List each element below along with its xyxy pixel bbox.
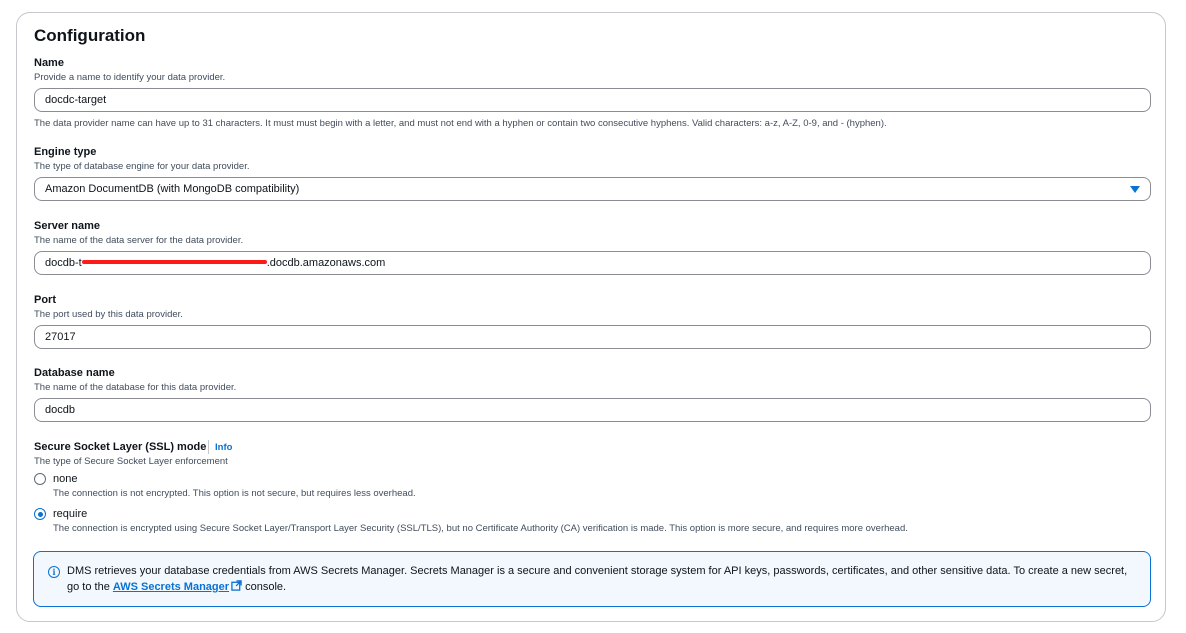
secrets-manager-info-alert <box>33 551 1151 607</box>
alert-text <box>67 563 1137 595</box>
configuration-panel <box>16 12 1166 622</box>
ssl-require-description: The connection is encrypted using Secure Socket Layer/Transport Layer Security (SSL/TLS), but no Certificate Authority (CA) verification is made. This option is more secure, and requires more overhead. <box>53 523 908 534</box>
alert-text-after: console. <box>242 581 287 593</box>
engine-type-select[interactable] <box>34 177 1151 201</box>
ssl-none-description: The connection is not encrypted. This option is not secure, but requires less overhead. <box>53 488 416 499</box>
engine-type-label: Engine type <box>34 146 97 158</box>
server-name-input[interactable] <box>34 251 1151 275</box>
database-name-description: The name of the database for this data provider. <box>34 382 237 393</box>
server-name-description: The name of the data server for the data provider. <box>34 235 244 246</box>
name-label: Name <box>34 57 64 69</box>
info-icon: i <box>48 566 60 578</box>
ssl-mode-label: Secure Socket Layer (SSL) mode <box>34 441 207 453</box>
server-name-label: Server name <box>34 220 101 232</box>
database-name-input[interactable] <box>34 398 1151 422</box>
port-label: Port <box>34 294 56 306</box>
ssl-mode-description: The type of Secure Socket Layer enforcement <box>34 456 228 467</box>
ssl-info-link[interactable]: Info <box>215 442 233 453</box>
ssl-require-label[interactable]: require <box>53 508 88 520</box>
redaction-mark <box>82 260 267 264</box>
caret-down-icon <box>1130 186 1140 193</box>
server-name-value-prefix: docdb-t <box>45 257 82 269</box>
external-link-icon[interactable] <box>231 580 242 591</box>
name-description: Provide a name to identify your data provider. <box>34 72 226 83</box>
name-input[interactable] <box>34 88 1151 112</box>
alert-text-before: DMS retrieves your database credentials from AWS Secrets Manager. Secrets Manager is a secure and convenient storage system for API keys, passwords, certificates, and other sensitive data. To create a new secret, go to the <box>67 565 1128 593</box>
name-input-value: docdc-target <box>45 94 107 106</box>
ssl-require-radio[interactable] <box>34 508 46 520</box>
aws-secrets-manager-link[interactable]: AWS Secrets Manager <box>112 581 230 593</box>
server-name-value-suffix: .docdb.amazonaws.com <box>266 257 386 269</box>
port-input[interactable] <box>34 325 1151 349</box>
engine-type-selected-value: Amazon DocumentDB (with MongoDB compatibility) <box>45 183 300 195</box>
ssl-none-label[interactable]: none <box>53 473 78 485</box>
database-name-label: Database name <box>34 367 115 379</box>
port-input-value: 27017 <box>45 331 76 343</box>
section-title: Configuration <box>34 26 146 45</box>
ssl-none-radio[interactable] <box>34 473 46 485</box>
name-constraint-text: The data provider name can have up to 31 characters. It must must begin with a letter, and must not end with a hyphen or contain two consecutive hyphens. Valid characters: a-z, A-Z, 0-9, and - (hyphen). <box>34 118 887 129</box>
port-description: The port used by this data provider. <box>34 309 183 320</box>
label-divider <box>208 440 209 454</box>
database-name-input-value: docdb <box>45 404 75 416</box>
engine-type-description: The type of database engine for your data provider. <box>34 161 250 172</box>
